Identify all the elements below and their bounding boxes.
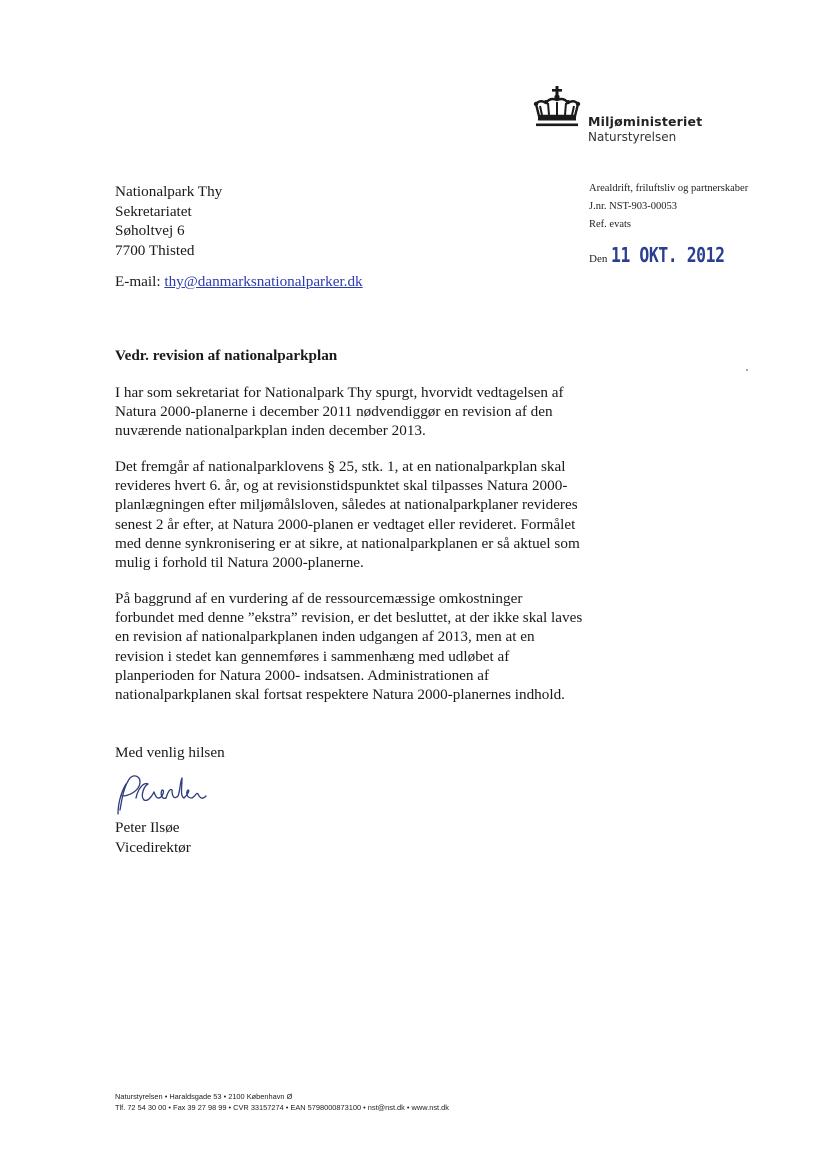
letter-subject: Vedr. revision af nationalparkplan [115,347,338,364]
paragraph-line: nationalparkplanen skal fortsat respektere Natura 2000-planernes indhold. [115,686,565,704]
paragraph-line: Natura 2000-planerne i december 2011 nødvendiggør en revision af den [115,403,553,421]
footer-contact: Tlf. 72 54 30 00 • Fax 39 27 98 99 • CVR 33157274 • EAN 5798000873100 • nst@nst.dk • www.nst.dk [115,1103,449,1112]
letter-date [589,243,750,267]
body-paragraph-1 [115,383,635,441]
recipient-address [115,182,222,260]
letter-metadata [589,180,748,234]
paragraph-line: mulig i forhold til Natura 2000-planerne. [115,554,364,572]
paragraph-line: På baggrund af en vurdering af de ressourcemæssige omkostninger [115,590,523,607]
paragraph-line: nuværende nationalparkplan inden december 2013. [115,422,426,440]
recipient-line: Søholtvej 6 [115,222,185,239]
date-prefix: Den [589,253,608,265]
paragraph-line: revideres hvert 6. år, og at revisionstidspunktet skal tilpasses Natura 2000- [115,477,568,495]
handwritten-signature [110,770,220,822]
date-stamp: 11 OKT. 2012 [611,243,725,267]
paragraph-line: I har som sekretariat for Nationalpark Thy spurgt, hvorvidt vedtagelsen af [115,384,564,401]
recipient-email [115,273,363,291]
ministry-name: Miljøministeriet [588,114,703,129]
journal-number: J.nr. NST-903-00053 [589,201,677,212]
paragraph-line: en revision af nationalparkplanen inden udgangen af 2013, men at en [115,628,535,646]
recipient-line: Nationalpark Thy [115,183,223,200]
signer-title: Vicedirektør [115,838,191,856]
footer-address: Naturstyrelsen • Haraldsgade 53 • 2100 København Ø [115,1092,293,1101]
email-label: E-mail: [115,273,165,290]
paragraph-line: revision i stedet kan gennemføres i sammenhæng med udløbet af [115,647,510,665]
department: Arealdrift, friluftsliv og partnerskaber [589,183,749,194]
paragraph-line: planlægningen efter miljømålsloven, således at nationalparkplaner revideres [115,496,578,514]
paragraph-line: planperioden for Natura 2000- indsatsen. Administrationen af [115,666,490,684]
closing-greeting: Med venlig hilsen [115,744,225,761]
reference: Ref. evats [589,219,631,230]
paragraph-line: senest 2 år efter, at Natura 2000-planen er vedtaget eller revideret. Formålet [115,515,576,533]
paragraph-line: Det fremgår af nationalparklovens § 25, stk. 1, at en nationalparkplan skal [115,458,566,475]
paragraph-line: med denne synkronisering er at sikre, at nationalparkplanen er så aktuel som [115,534,580,552]
body-paragraph-2 [115,457,635,572]
agency-name: Naturstyrelsen [588,130,677,144]
signer-name: Peter Ilsøe [115,819,180,836]
signer-block [115,818,191,857]
recipient-line: 7700 Thisted [115,241,195,259]
letter-footer [115,1091,449,1113]
recipient-line: Sekretariatet [115,202,192,220]
email-link[interactable]: thy@danmarksnationalparker.dk [164,273,363,290]
crown-logo-icon [532,86,582,130]
body-paragraph-3 [115,589,635,704]
scan-speck [746,369,748,371]
paragraph-line: forbundet med denne ”ekstra” revision, er det besluttet, at der ikke skal laves [115,609,583,627]
